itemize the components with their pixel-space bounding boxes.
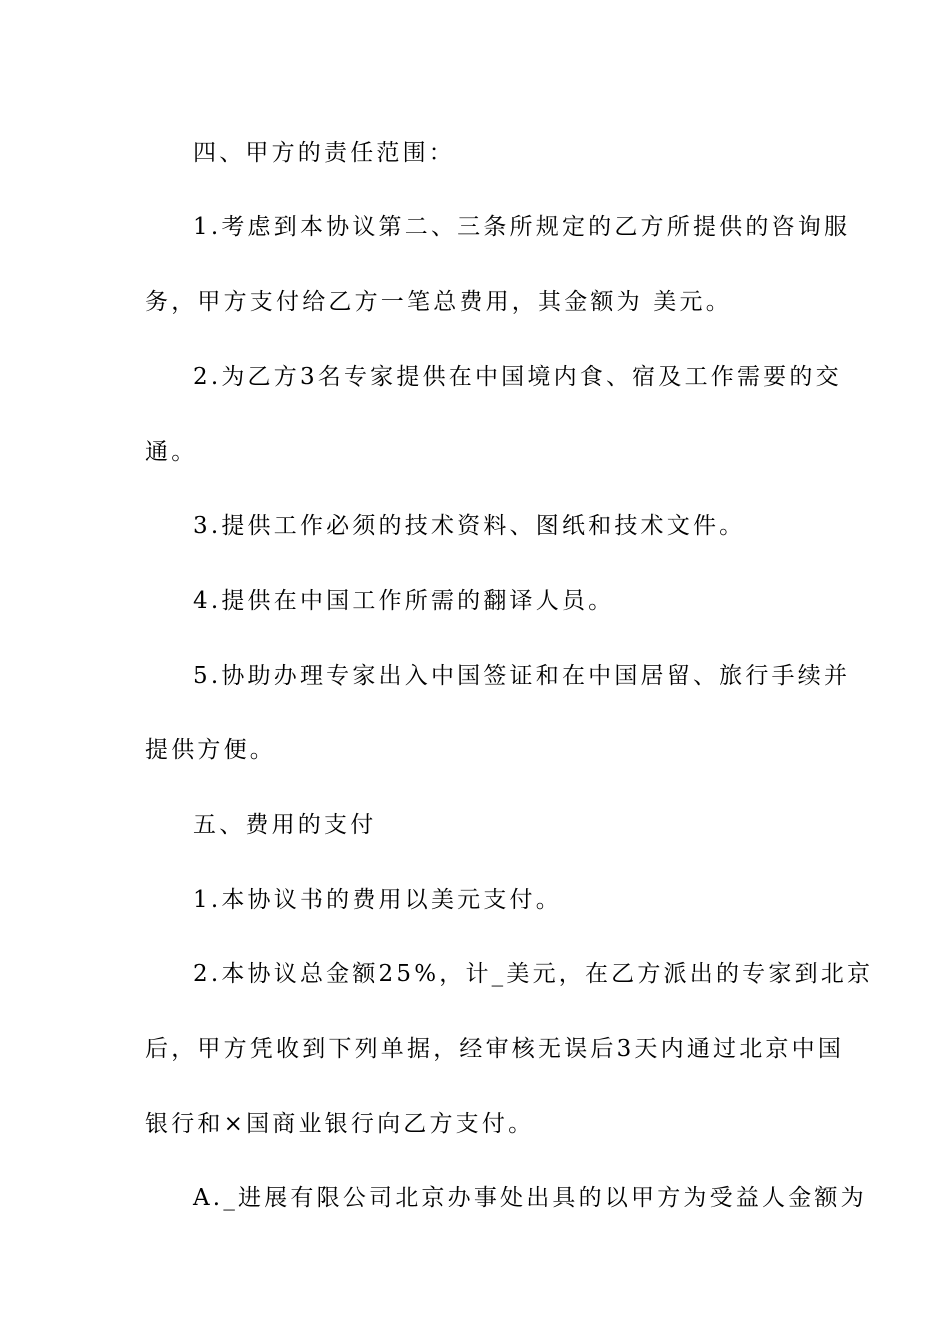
clause-5-2-line-3: 银行和×国商业银行向乙方支付。 (145, 1111, 535, 1137)
clause-4-3: 3.提供工作必须的技术资料、图纸和技术文件。 (193, 513, 746, 539)
section-heading-4: 四、甲方的责任范围： (193, 140, 455, 166)
clause-4-1-line-1: 1.考虑到本协议第二、三条所规定的乙方所提供的咨询服 (193, 214, 851, 240)
clause-4-4: 4.提供在中国工作所需的翻译人员。 (193, 588, 615, 614)
clause-4-5-line-1: 5.协助办理专家出入中国签证和在中国居留、旅行手续并 (193, 663, 851, 689)
clause-4-2-line-1: 2.为乙方3名专家提供在中国境内食、宿及工作需要的交 (193, 364, 842, 390)
clause-5-2-a-line-1: A._进展有限公司北京办事处出具的以甲方为受益人金额为 (193, 1185, 867, 1211)
clause-5-2-line-2: 后，甲方凭收到下列单据，经审核无误后3天内通过北京中国 (145, 1036, 845, 1062)
clause-4-2-line-2: 通。 (145, 439, 198, 465)
clause-5-2-line-1: 2.本协议总金额25%，计_美元，在乙方派出的专家到北京 (193, 961, 874, 987)
clause-4-5-line-2: 提供方便。 (145, 737, 276, 763)
clause-4-1-line-2: 务，甲方支付给乙方一笔总费用，其金额为 美元。 (145, 289, 732, 315)
section-heading-5: 五、费用的支付 (193, 812, 377, 838)
clause-5-1: 1.本协议书的费用以美元支付。 (193, 887, 562, 913)
